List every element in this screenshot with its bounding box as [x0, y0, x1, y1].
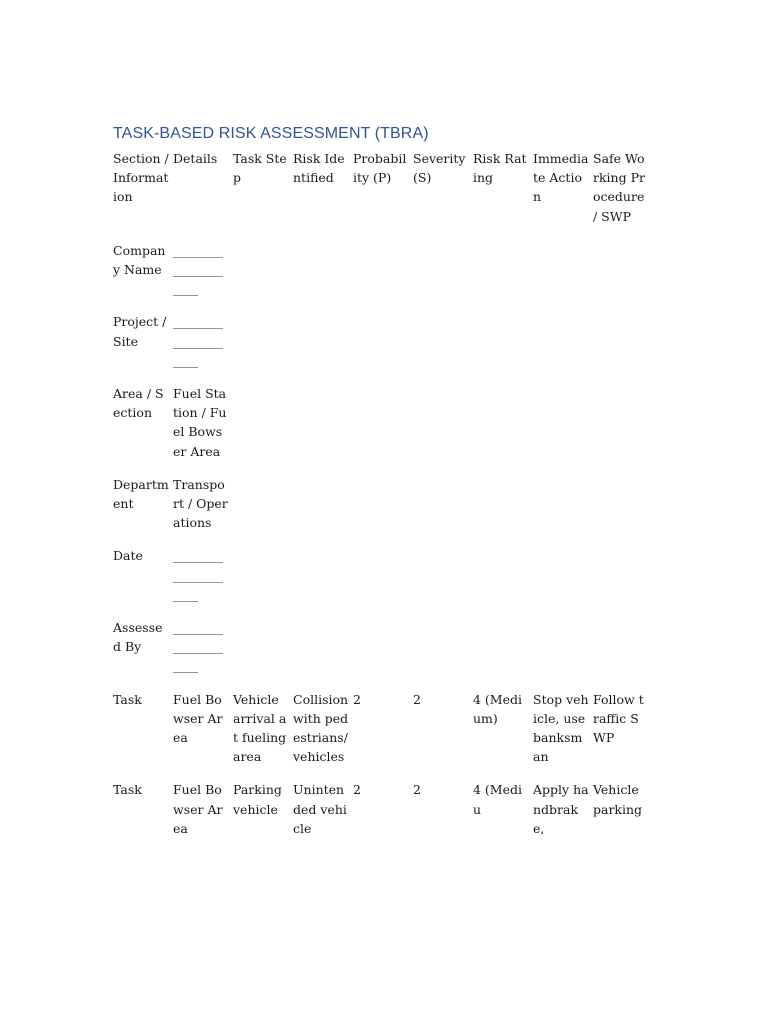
- table-row: [113, 475, 653, 547]
- task-section: Task: [113, 691, 142, 707]
- severity-value: 2: [413, 691, 421, 707]
- blank-field: ____________________: [173, 548, 223, 602]
- table-row: [113, 546, 653, 618]
- header-severity: Severity (S): [413, 151, 466, 186]
- info-section: Assessed By: [113, 620, 163, 655]
- risk-identified: Unintended vehicle: [293, 782, 347, 836]
- table-row: [113, 780, 653, 852]
- risk-assessment-table: [113, 149, 653, 852]
- table-row: [113, 241, 653, 313]
- task-details: Fuel Bowser Area: [173, 782, 223, 836]
- header-section: Section / Information: [113, 151, 169, 205]
- table-row: [113, 384, 653, 475]
- risk-rating-value: 4 (Medium): [473, 691, 522, 726]
- risk-identified: Collision with pedestrians/vehicles: [293, 691, 349, 765]
- header-task-step: Task Step: [233, 151, 287, 186]
- document-title: TASK-BASED RISK ASSESSMENT (TBRA): [113, 125, 429, 142]
- header-risk-rating: Risk Rating: [473, 151, 527, 186]
- info-details: Transport / Operations: [173, 476, 228, 531]
- immediate-action: Stop vehicle, use banksman: [533, 691, 589, 765]
- table-row: [113, 690, 653, 781]
- header-details: Details: [173, 151, 218, 166]
- table-row: [113, 618, 653, 690]
- header-probability: Probability (P): [353, 151, 407, 186]
- severity-value: 2: [413, 782, 421, 798]
- blank-field: ____________________: [173, 242, 223, 297]
- task-details: Fuel Bowser Area: [173, 691, 223, 746]
- task-step: Parking vehicle: [233, 782, 282, 817]
- header-risk-identified: Risk Identified: [293, 151, 345, 186]
- swp-value: Vehicle parking: [593, 782, 643, 817]
- header-swp: Safe Working Procedure / SWP: [593, 151, 645, 224]
- table-header-row: [113, 149, 653, 241]
- info-section: Date: [113, 548, 143, 564]
- info-details: Fuel Station / Fuel Bowser Area: [173, 386, 227, 459]
- info-section: Area / Section: [113, 386, 164, 421]
- info-details: [173, 546, 233, 618]
- info-section: Company Name: [113, 242, 166, 278]
- blank-field: ____________________: [173, 620, 223, 674]
- blank-field: ____________________: [173, 314, 223, 368]
- task-section: Task: [113, 782, 142, 798]
- info-section: Department: [113, 476, 169, 512]
- probability-value: 2: [353, 782, 361, 798]
- immediate-action: Apply handbrake,: [533, 782, 589, 836]
- task-step: Vehicle arrival at fueling area: [233, 691, 287, 765]
- probability-value: 2: [353, 691, 361, 707]
- info-details: [173, 618, 233, 690]
- info-details: [173, 312, 233, 384]
- table-row: [113, 312, 653, 384]
- header-immediate-action: Immediate Action: [533, 151, 589, 205]
- risk-rating-value: 4 (Mediu: [473, 782, 522, 817]
- swp-value: Follow traffic SWP: [593, 691, 644, 746]
- info-section: Project / Site: [113, 314, 167, 349]
- info-details: [173, 241, 233, 313]
